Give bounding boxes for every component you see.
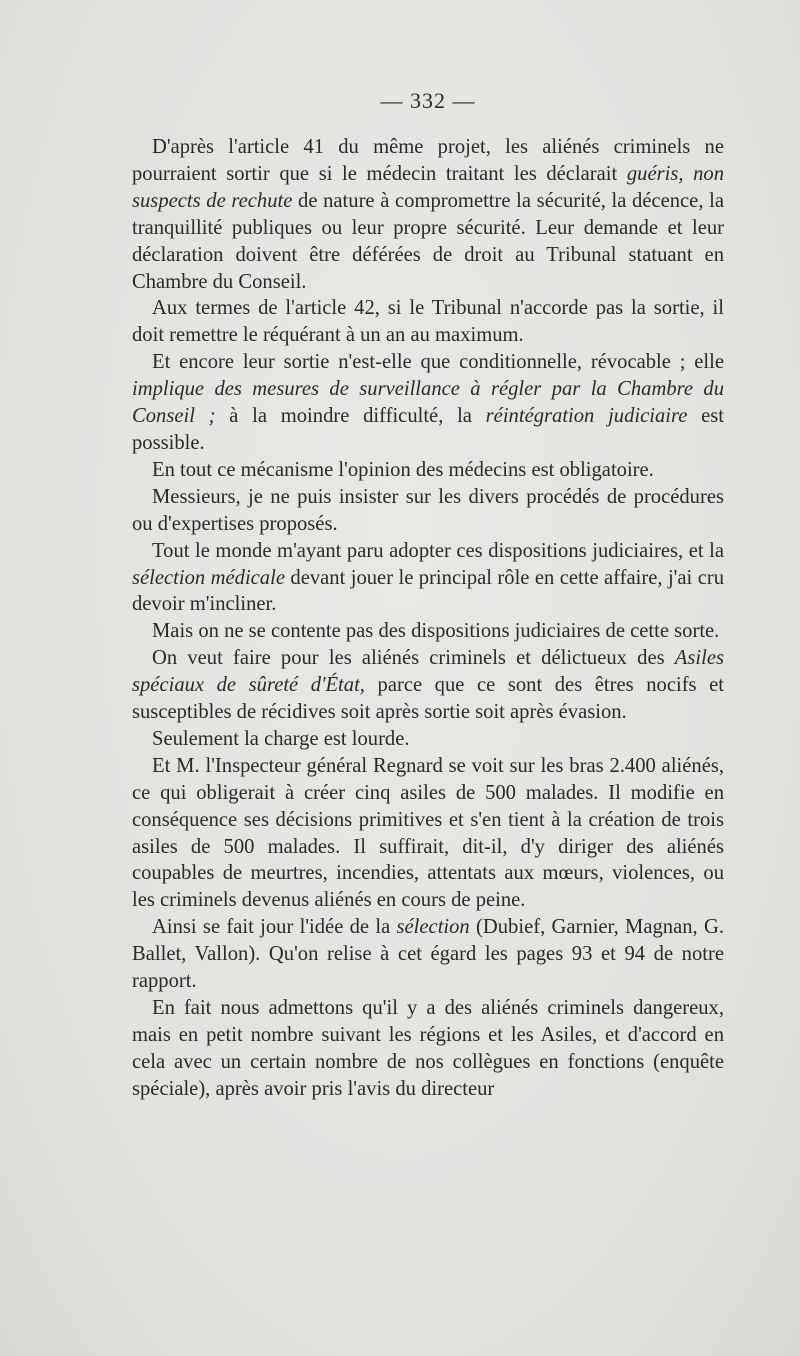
paragraph (132, 618, 724, 645)
text-run: Messieurs, je ne puis insister sur les divers procédés de procédures ou d'expertises proposés. (132, 485, 724, 535)
text-run: Mais on ne se contente pas des dispositions judiciaires de cette sorte. (152, 620, 720, 643)
text-run: En fait nous admettons qu'il y a des aliénés criminels dangereux, mais en petit nombre suivant les régions et les Asiles, et d'accord en cela avec un certain nombre de nos collègues en fonctions (enquête spéciale), après avoir pris l'avis du directeur (132, 997, 724, 1100)
italic-text: sélection (396, 916, 470, 939)
text-run: parce que ce sont des êtres nocifs et susceptibles de récidives soit après sortie soit après évasion. (132, 674, 724, 724)
paragraph (132, 349, 724, 457)
text-run: Tout le monde m'ayant paru adopter ces dispositions judiciaires, et la (152, 539, 724, 562)
text-run: Aux termes de l'article 42, si le Tribunal n'accorde pas la sortie, il doit remettre le réquérant à un an au maximum. (132, 297, 724, 347)
text-run: Seulement la charge est lourde. (152, 727, 410, 750)
paragraph (132, 753, 724, 914)
paragraph (132, 538, 724, 619)
italic-text: guéris, non suspects de rechute (132, 162, 725, 212)
paragraph (132, 457, 724, 484)
paragraph (132, 295, 724, 349)
text-run: de nature à compromettre la sécurité, la décence, la tranquillité publiques ou leur propre sécurité. Leur demande et leur déclaration doivent être déférées de droit au Tribunal statuant en Chambre du Conseil. (132, 189, 724, 293)
text-run: Et M. l'Inspecteur général Regnard se voit sur les bras 2.400 aliénés, ce qui obligerait à créer cinq asiles de 500 malades. Il modifie en conséquence ses décisions primitives et s'en tient à la création de trois asiles de 500 malades. Il suffirait, dit-il, d'y diriger des aliénés coupables de meurtres, incendies, attentats aux mœurs, violences, ou les criminels devenus aliénés en cours de peine. (132, 754, 724, 912)
italic-text: Asiles spéciaux de sûreté d'État, (132, 647, 724, 697)
text-run: Et encore leur sortie n'est-elle que conditionnelle, révocable ; elle (152, 351, 724, 374)
italic-text: sélection médicale (132, 566, 285, 589)
text-run: En tout ce mécanisme l'opinion des médecins est obligatoire. (152, 458, 654, 481)
italic-text: réintégration judiciaire (485, 405, 688, 428)
paragraph (132, 484, 724, 538)
paragraph (132, 914, 724, 995)
text-run: On veut faire pour les aliénés criminels et délictueux des (152, 647, 675, 670)
paragraph (132, 134, 724, 295)
body-text (132, 134, 724, 1103)
text-run: (Dubief, Garnier, Magnan, G. Ballet, Vallon). Qu'on relise à cet égard les pages 93 et 94 de notre rapport. (132, 916, 724, 993)
text-run: D'après l'article 41 du même projet, les aliénés criminels ne pourraient sortir que si le médecin traitant les déclarait (132, 136, 724, 185)
text-run: Ainsi se fait jour l'idée de la (152, 916, 397, 939)
italic-text: implique des mesures de surveillance à régler par la Chambre du Conseil ; (132, 378, 724, 428)
paragraph (132, 726, 724, 753)
page-number: — 332 — (380, 88, 476, 113)
text-run: est possible. (132, 405, 725, 454)
paragraph (132, 645, 724, 726)
text-run: à la moindre difficulté, la (215, 405, 486, 428)
text-run: devant jouer le principal rôle en cette affaire, j'ai cru devoir m'incliner. (132, 566, 724, 616)
paragraph (132, 995, 724, 1103)
